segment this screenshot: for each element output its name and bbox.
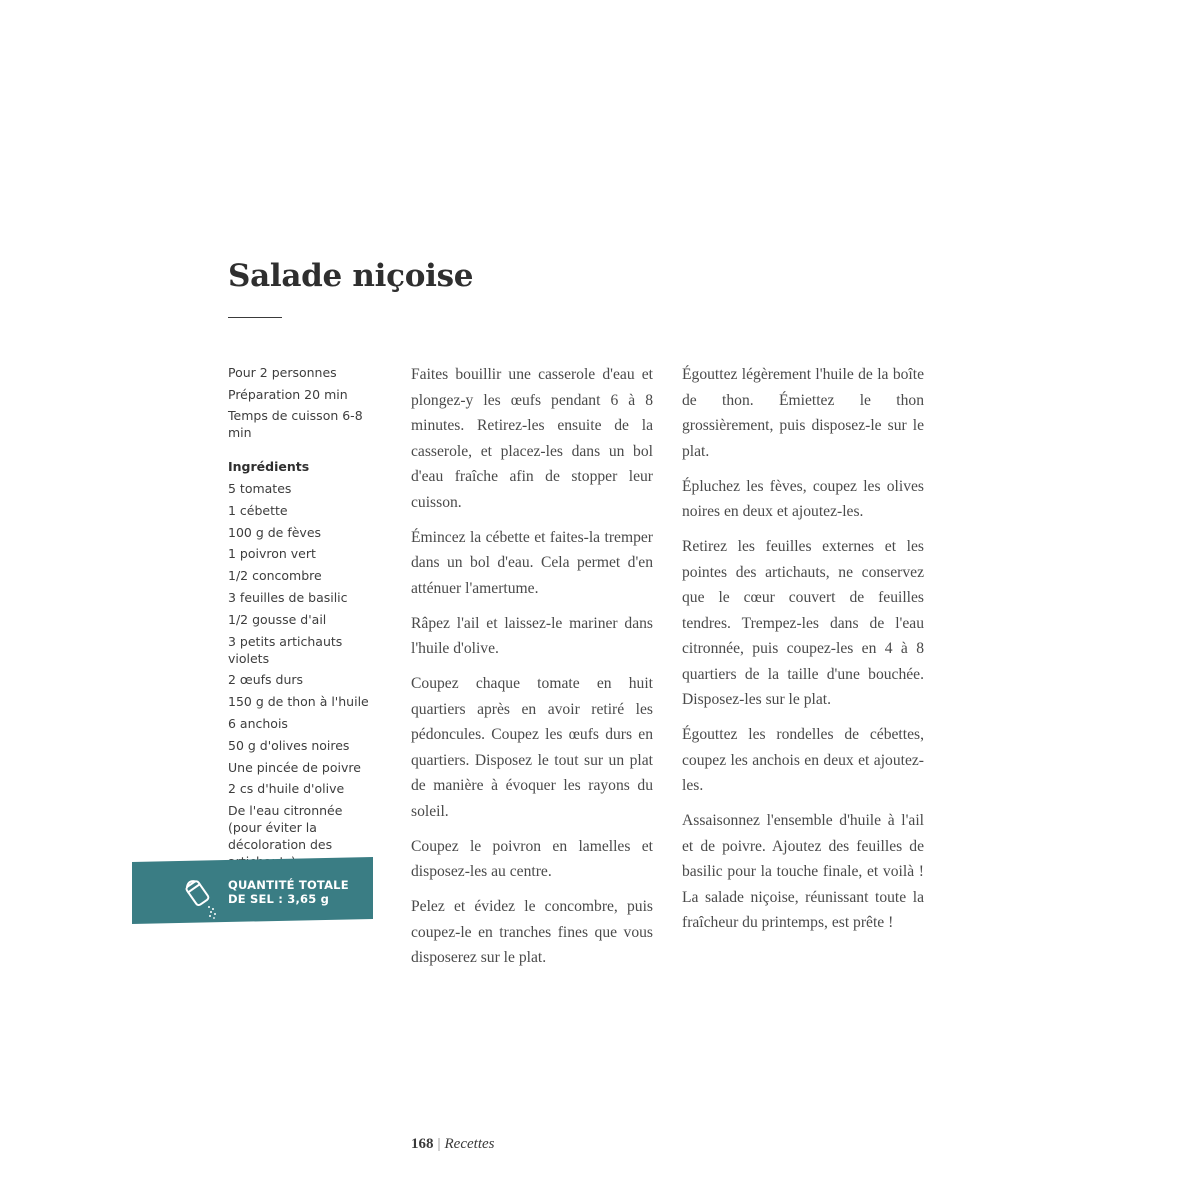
instruction-paragraph: Coupez le poivron en lamelles et disposez-les au centre. [411, 837, 653, 880]
footer-separator: | [437, 1136, 441, 1152]
servings-text: Pour 2 personnes [228, 365, 337, 380]
ingredient-item: 3 petits artichauts violets [228, 633, 343, 666]
ingredient-item: 2 cs d'huile d'olive [228, 781, 345, 797]
ingredient-item: 1/2 concombre [228, 568, 322, 584]
salt-shaker-icon [176, 874, 222, 920]
cook-time-text: Temps de cuisson 6-8 min [228, 408, 363, 441]
title-underline [228, 317, 282, 318]
page-title: Salade niçoise [228, 258, 474, 294]
instruction-paragraph: Faites bouillir une casserole d'eau et plongez-y les œufs pendant 6 à 8 minutes. Retirez-les ensuite de la casserole, et placez-les dans un bol d'eau fraîche afin de stopper leur cuisson. [411, 366, 653, 511]
prep-time-text: Préparation 20 min [228, 386, 348, 402]
ingredient-item: 1 cébette [228, 502, 288, 518]
instruction-paragraph: Émincez la cébette et faites-la tremper dans un bol d'eau. Cela permet d'en atténuer l'amertume. [411, 528, 653, 597]
ingredient-item: 150 g de thon à l'huile [228, 694, 369, 710]
ingredient-item: 1 poivron vert [228, 546, 316, 562]
instruction-paragraph: Retirez les feuilles externes et les pointes des artichauts, ne conservez que le cœur couvert de feuilles tendres. Trempez-les dans de l'eau citronnée, puis coupez-les en 4 à 8 quartiers de la taille d'une bouchée. Disposez-les sur le plat. [682, 538, 924, 708]
ingredient-item: 6 anchois [228, 716, 288, 732]
ingredients-list [228, 480, 378, 870]
instruction-paragraph: Assaisonnez l'ensemble d'huile à l'ail et de poivre. Ajoutez des feuilles de basilic pour la touche finale, et voilà ! La salade niçoise, réunissant toute la fraîcheur du printemps, est prête ! [682, 812, 924, 931]
instructions-column-2 [682, 362, 924, 945]
ingredient-item: 2 œufs durs [228, 672, 304, 688]
page-footer [411, 1136, 494, 1153]
section-name: Recettes [444, 1136, 495, 1152]
instruction-paragraph: Coupez chaque tomate en huit quartiers après en avoir retiré les pédoncules. Coupez les œufs durs en quartiers. Disposez le tout sur un plat de manière à évoquer les rayons du soleil. [411, 675, 653, 820]
ingredient-item: Une pincée de poivre [228, 759, 361, 775]
instruction-paragraph: Râpez l'ail et laissez-le mariner dans l'huile d'olive. [411, 614, 653, 657]
instruction-paragraph: Épluchez les fèves, coupez les olives noires en deux et ajoutez-les. [682, 477, 924, 520]
page-number: 168 [411, 1136, 434, 1152]
ingredient-item: 5 tomates [228, 481, 292, 497]
instructions-column-1 [411, 362, 653, 980]
instruction-paragraph: Pelez et évidez le concombre, puis coupez-le en tranches fines que vous disposerez sur le plat. [411, 898, 653, 966]
recipe-sidebar [228, 364, 378, 875]
ingredient-item: 50 g d'olives noires [228, 737, 350, 753]
ingredients-heading: Ingrédients [228, 459, 310, 475]
instruction-paragraph: Égouttez légèrement l'huile de la boîte de thon. Émiettez le thon grossièrement, puis disposez-le sur le plat. [682, 366, 924, 460]
ingredient-item: 3 feuilles de basilic [228, 590, 348, 606]
salt-total-label: QUANTITÉ TOTALE DE SEL : 3,65 g [228, 878, 349, 906]
ingredient-item: 1/2 gousse d'ail [228, 611, 327, 627]
ingredient-item: 100 g de fèves [228, 524, 322, 540]
instruction-paragraph: Égouttez les rondelles de cébettes, coupez les anchois en deux et ajoutez-les. [682, 726, 924, 794]
ingredient-item: De l'eau citronnée (pour éviter la décoloration des [228, 803, 343, 853]
